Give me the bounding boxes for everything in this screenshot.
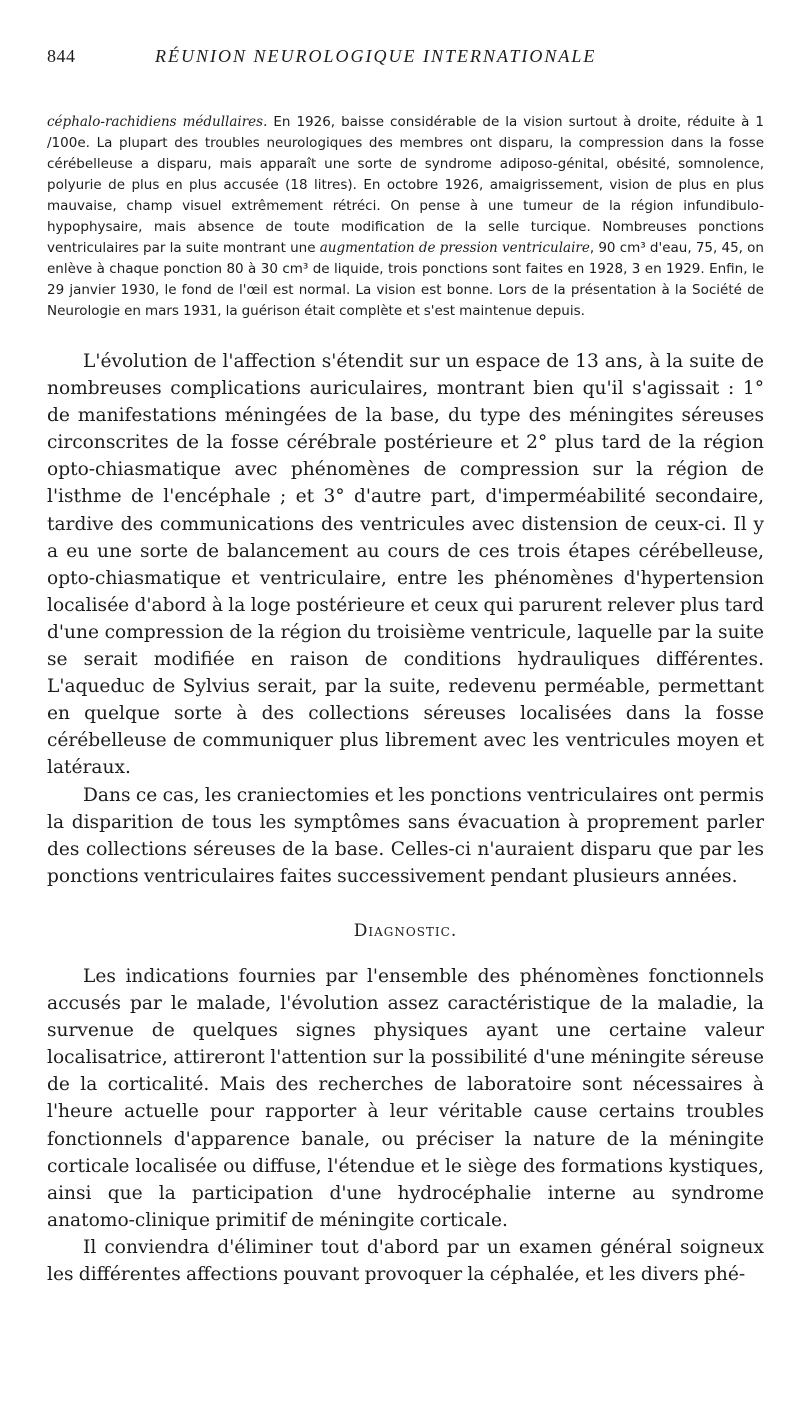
treatment-paragraph: Dans ce cas, les craniectomies et les ponctions ventriculaires ont permis la disparition de tous les symptômes sans évacuation à proprement parler des collections séreuses de la base. Celles-ci n'auraient disparu que par les ponctions ventriculaires faites successivement pendant plusieurs années. [47, 784, 764, 887]
case-report-paragraph [47, 112, 764, 322]
diagnostic-paragraph: Les indications fournies par l'ensemble des phénomènes fonctionnels accusés par le malade, l'évolution assez caractéristique de la maladie, la survenue de quelques signes physiques ayant une certaine valeur localisatrice, attireront l'attention sur la possibilité d'une méningite séreuse de la corticalité. Mais des recherches de laboratoire sont nécessaires à l'heure actuelle pour rapporter à leur véritable cause certains troubles fonctionnels d'apparence banale, ou préciser la nature de la méningite corticale localisée ou diffuse, l'étendue et le siège des formations kystiques, ainsi que la participation d'une hydrocéphalie interne au syndrome anatomo-clinique primitif de méningite corticale. [47, 965, 764, 1231]
elimination-paragraph: Il conviendra d'éliminer tout d'abord par un examen général soigneux les différentes affections pouvant provoquer la céphalée, et les divers phé- [47, 1236, 764, 1285]
running-header [47, 46, 764, 76]
journal-title: RÉUNION NEUROLOGIQUE INTERNATIONALE [155, 46, 597, 66]
case-report-text-2: , 90 cm³ d'eau, 75, 45, on enlève à chaque ponction 80 à 30 cm³ de liquide, trois ponctions sont faites en 1928, 3 en 1929. Enfin, le 29 janvier 1930, le fond de l'œil est normal. La vision est bonne. Lors de la présentation à la Société de Neurologie en mars 1931, la guérison était complète et s'est maintenue depuis. [47, 240, 764, 319]
page-number: 844 [47, 46, 76, 66]
body-text [47, 348, 764, 1288]
evolution-paragraph: L'évolution de l'affection s'étendit sur un espace de 13 ans, à la suite de nombreuses complications auriculaires, montrant bien qu'il s'agissait : 1° de manifestations méningées de la base, du type des méningites séreuses circonscrites de la fosse cérébrale postérieure et 2° plus tard de la région opto-chiasmatique avec phénomènes de compression sur la région de l'isthme de l'encéphale ; et 3° d'autre part, d'imperméabilité secondaire, tardive des communications des ventricules avec distension de ceux-ci. Il y a eu une sorte de balancement au cours de ces trois étapes cérébelleuse, opto-chiasmatique et ventriculaire, entre les phénomènes d'hypertension localisée d'abord à la loge postérieure et ceux qui parurent relever plus tard d'une compression de la région du troisième ventricule, laquelle par la suite se serait modifiée en raison de conditions hydrauliques différentes. L'aqueduc de Sylvius serait, par la suite, redevenu perméable, permettant en quelque sorte à des collections séreuses localisées dans la fosse cérébelleuse de communiquer plus librement avec les ventricules moyen et latéraux. [47, 351, 764, 779]
section-heading-diagnostic: Diagnostic. [353, 920, 458, 941]
case-report-lead-italic: céphalo-rachidiens médullaires. [47, 114, 268, 130]
case-report-text-1: En 1926, baisse considérable de la vision surtout à droite, réduite à 1 /100e. La plupart des troubles neurologiques des membres ont disparu, la compression dans la fosse cérébelleuse a disparu, mais apparaît une sorte de syndrome adiposo-génital, obésité, somnolence, polyurie de plus en plus accusée (18 litres). En octobre 1926, amaigrissement, vision de plus en plus mauvaise, champ visuel extrêmement rétréci. On pense à une tumeur de la région infundibulo-hypophysaire, mais absence de toute modification de la selle turcique. Nombreuses ponctions ventriculaires par la suite montrant une [47, 114, 764, 256]
case-report-italic-2: augmentation de pression ventriculaire [319, 240, 590, 256]
